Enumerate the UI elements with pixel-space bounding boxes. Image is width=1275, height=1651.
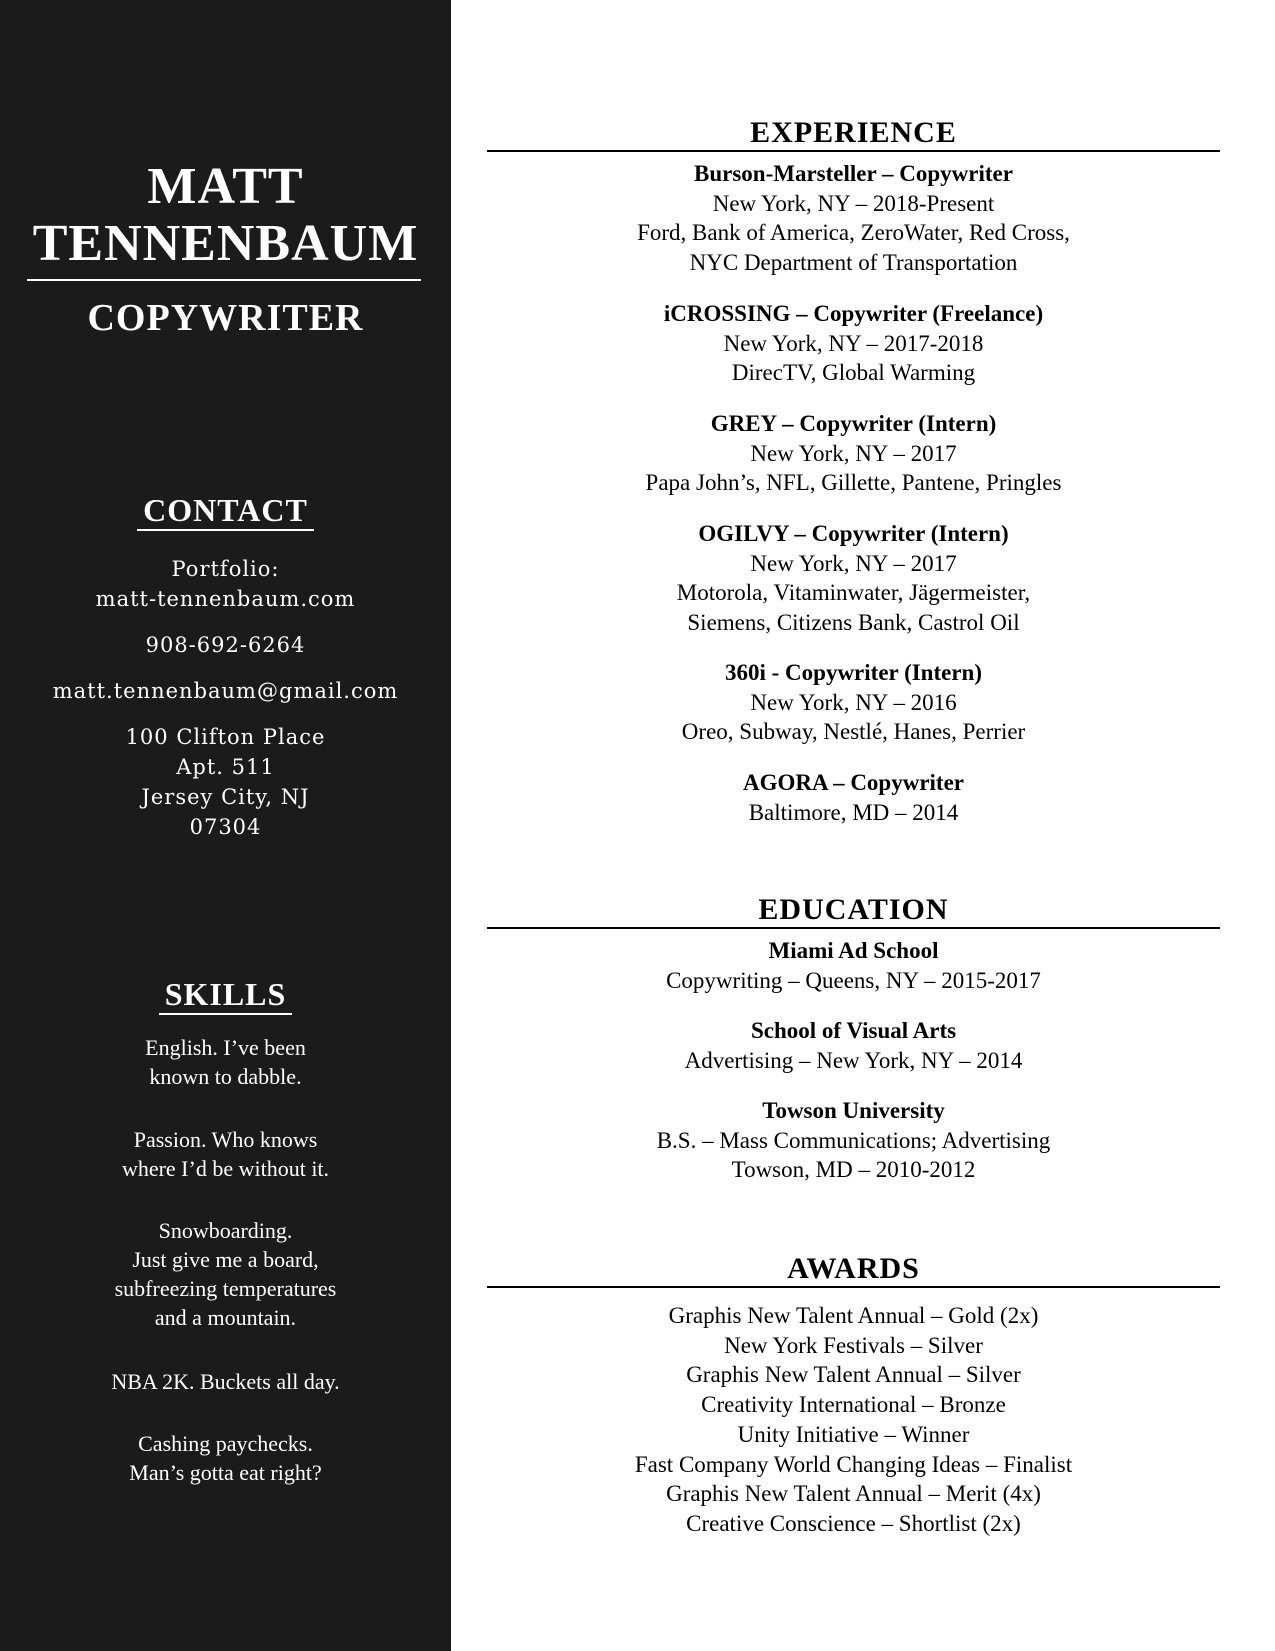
skill-item (0, 1216, 451, 1332)
skill-line: Snowboarding. (158, 1218, 293, 1243)
experience-entry (487, 409, 1220, 498)
award-item: Fast Company World Changing Ideas – Finalist (634, 1451, 1073, 1477)
experience-entry (487, 658, 1220, 747)
experience-entry (487, 159, 1220, 277)
award-item: Graphis New Talent Annual – Merit (4x) (666, 1481, 1041, 1507)
contact-section-heading (0, 492, 451, 531)
award-item: Creativity International – Bronze (701, 1392, 1006, 1418)
education-heading: EDUCATION (758, 893, 949, 926)
entry-title: Miami Ad School (768, 938, 939, 963)
education-entry (487, 1096, 1220, 1185)
entry-line: New York, NY – 2016 (750, 689, 957, 715)
experience-entry (487, 519, 1220, 637)
skill-item (0, 1367, 451, 1396)
entry-line: Towson, MD – 2010-2012 (731, 1157, 976, 1182)
skill-item (0, 1033, 451, 1091)
skill-line: Just give me a board, (132, 1247, 319, 1272)
entry-line: New York, NY – 2018-Present (712, 190, 995, 216)
entry-line: Copywriting – Queens, NY – 2015-2017 (666, 967, 1041, 993)
awards-divider (487, 1286, 1220, 1288)
award-item: Creative Conscience – Shortlist (2x) (686, 1510, 1021, 1536)
entry-line: Baltimore, MD – 2014 (748, 799, 959, 825)
entry-line: Ford, Bank of America, ZeroWater, Red Cross, (637, 220, 1070, 245)
entry-line: Advertising – New York, NY – 2014 (684, 1047, 1023, 1073)
skill-item (0, 1429, 451, 1487)
entry-line: Oreo, Subway, Nestlé, Hanes, Perrier (681, 719, 1026, 744)
address-block (0, 722, 451, 842)
awards-list (487, 1301, 1220, 1539)
entry-title: 360i - Copywriter (Intern) (725, 660, 982, 685)
skill-item (0, 1125, 451, 1183)
education-entry (487, 1016, 1220, 1075)
skill-line: Cashing paychecks. (138, 1431, 313, 1456)
entry-line: Papa John’s, NFL, Gillette, Pantene, Pringles (645, 470, 1062, 495)
name-divider (27, 279, 421, 281)
entry-title: School of Visual Arts (750, 1018, 957, 1043)
entry-title: GREY – Copywriter (Intern) (710, 411, 997, 436)
first-name: MATT (147, 158, 304, 215)
entry-line: Siemens, Citizens Bank, Castrol Oil (687, 609, 1020, 635)
portfolio-label: Portfolio: (171, 557, 280, 581)
sidebar (0, 0, 451, 1651)
email-link[interactable]: matt.tennenbaum@gmail.com (52, 679, 399, 703)
entry-title: OGILVY – Copywriter (Intern) (698, 521, 1009, 546)
phone-number[interactable]: 908-692-6264 (145, 633, 306, 657)
award-item: Unity Initiative – Winner (737, 1421, 970, 1447)
skill-line: where I’d be without it. (121, 1156, 330, 1181)
address-line: Apt. 511 (176, 755, 275, 779)
name-heading (0, 158, 451, 272)
skill-line: NBA 2K. Buckets all day. (111, 1369, 340, 1394)
last-name: TENNENBAUM (32, 215, 419, 272)
education-divider (487, 927, 1220, 929)
entry-line: Motorola, Vitaminwater, Jägermeister, (676, 580, 1031, 605)
entry-title: Burson-Marsteller – Copywriter (694, 161, 1013, 186)
experience-divider (487, 150, 1220, 152)
skills-heading-text: SKILLS (159, 976, 293, 1015)
education-entry (487, 936, 1220, 995)
entry-title: AGORA – Copywriter (742, 770, 965, 795)
entry-title: Towson University (762, 1098, 945, 1123)
entry-line: New York, NY – 2017-2018 (723, 330, 984, 356)
entry-line: B.S. – Mass Communications; Advertising (656, 1127, 1051, 1153)
award-item: Graphis New Talent Annual – Gold (2x) (668, 1303, 1039, 1328)
entry-line: NYC Department of Transportation (689, 249, 1018, 275)
experience-entry (487, 768, 1220, 827)
portfolio-block (0, 554, 451, 614)
entry-line: DirecTV, Global Warming (731, 360, 976, 385)
experience-entry (487, 299, 1220, 388)
skills-section-heading (0, 976, 451, 1015)
skill-line: English. I’ve been (145, 1035, 306, 1060)
skill-line: subfreezing temperatures (114, 1276, 337, 1301)
portfolio-link[interactable]: matt-tennenbaum.com (95, 587, 356, 611)
job-title: COPYWRITER (87, 297, 364, 339)
address-line: 100 Clifton Place (125, 725, 326, 749)
award-item: Graphis New Talent Annual – Silver (686, 1362, 1021, 1388)
address-line: 07304 (189, 815, 262, 839)
entry-line: New York, NY – 2017 (750, 550, 957, 576)
skill-line: Man’s gotta eat right? (129, 1460, 322, 1485)
skill-line: and a mountain. (154, 1305, 297, 1330)
skill-line: Passion. Who knows (133, 1127, 318, 1152)
experience-heading: EXPERIENCE (750, 116, 957, 149)
awards-heading: AWARDS (787, 1252, 920, 1285)
contact-heading-text: CONTACT (137, 492, 314, 531)
skill-line: known to dabble. (149, 1064, 302, 1089)
award-item: New York Festivals – Silver (724, 1332, 983, 1358)
address-line: Jersey City, NJ (141, 785, 310, 809)
entry-line: New York, NY – 2017 (750, 440, 957, 466)
entry-title: iCROSSING – Copywriter (Freelance) (663, 301, 1044, 326)
